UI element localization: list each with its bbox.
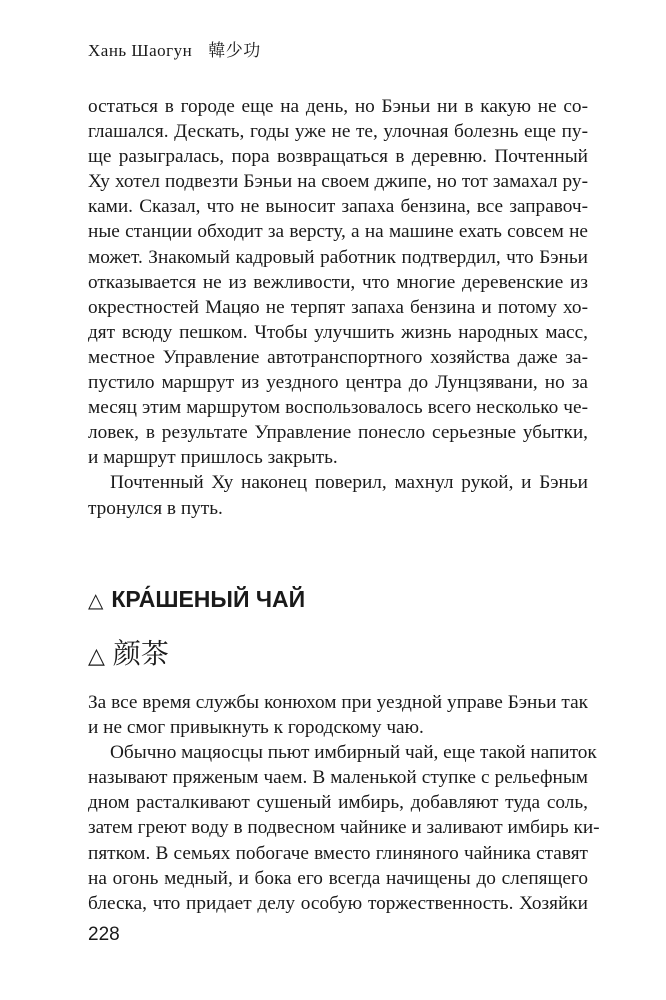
text-line: пятком. В семьях побогаче вместо глиняного чайника ставят	[88, 842, 588, 864]
body-text-bottom	[88, 690, 600, 916]
section-heading-chinese	[88, 632, 169, 672]
text-line: Почтенный Ху наконец поверил, махнул рукой, и Бэньи	[110, 472, 588, 494]
section-heading	[88, 586, 305, 613]
text-line: остаться в городе еще на день, но Бэньи ни в какую не со-	[88, 96, 588, 117]
triangle-marker-icon: △	[88, 588, 104, 612]
text-line: и не смог привыкнуть к городскому чаю.	[88, 717, 424, 739]
section-title: КРА́ШЕНЫЙ ЧАЙ	[111, 586, 306, 612]
text-line: отказывается не из вежливости, что многие деревенские из	[88, 271, 588, 293]
text-line: дном расталкивают сушеный имбирь, добавляют туда соль,	[88, 792, 588, 814]
running-head	[88, 36, 261, 61]
text-line: За все время службы конюхом при уездной управе Бэньи так	[88, 692, 588, 713]
text-line: месяц этим маршрутом воспользовалось всего несколько че-	[88, 397, 588, 419]
text-line: окрестностей Мацяо не терпят запаха бензина и потому хо-	[88, 296, 588, 318]
text-line: ные станции обходит за версту, а на машине ехать совсем не	[88, 221, 588, 243]
section-title-chinese: 颜茶	[112, 637, 169, 670]
author-name-chinese: 韓少功	[208, 41, 261, 61]
text-line: глашался. Дескать, годы уже не те, улочная болезнь еще пу-	[88, 121, 588, 143]
text-line: дят всюду пешком. Чтобы улучшить жизнь народных масс,	[88, 321, 588, 343]
text-line: ще разыгралась, пора возвращаться в деревню. Почтенный	[88, 146, 588, 168]
author-name: Хань Шаогун	[88, 41, 193, 60]
page-number: 228	[88, 924, 120, 945]
text-line: может. Знакомый кадровый работник подтвердил, что Бэньи	[88, 246, 588, 268]
body-text-top	[88, 94, 588, 521]
text-line: Ху хотел подвезти Бэньи на своем джипе, но тот замахал ру-	[88, 171, 588, 193]
text-line: и маршрут пришлось закрыть.	[88, 447, 338, 469]
text-line: затем греют воду в подвесном чайнике и заливают имбирь ки-	[88, 817, 600, 839]
text-line: ками. Сказал, что не выносит запаха бензина, все заправоч-	[88, 196, 588, 218]
text-line: Обычно мацяосцы пьют имбирный чай, еще такой напиток	[110, 742, 597, 764]
text-line: блеска, что придает делу особую торжественность. Хозяйки	[88, 892, 588, 914]
text-line: пустило маршрут из уездного центра до Лунцзявани, но за	[88, 372, 588, 394]
text-line: тронулся в путь.	[88, 497, 223, 519]
text-line: на огонь медный, и бока его всегда начищены до слепящего	[88, 867, 588, 889]
triangle-marker-icon: △	[88, 644, 105, 669]
text-line: называют пряженым чаем. В маленькой ступке с рельефным	[88, 767, 588, 789]
text-line: ловек, в результате Управление понесло серьезные убытки,	[88, 422, 588, 444]
text-line: местное Управление автотранспортного хозяйства даже за-	[88, 346, 588, 368]
